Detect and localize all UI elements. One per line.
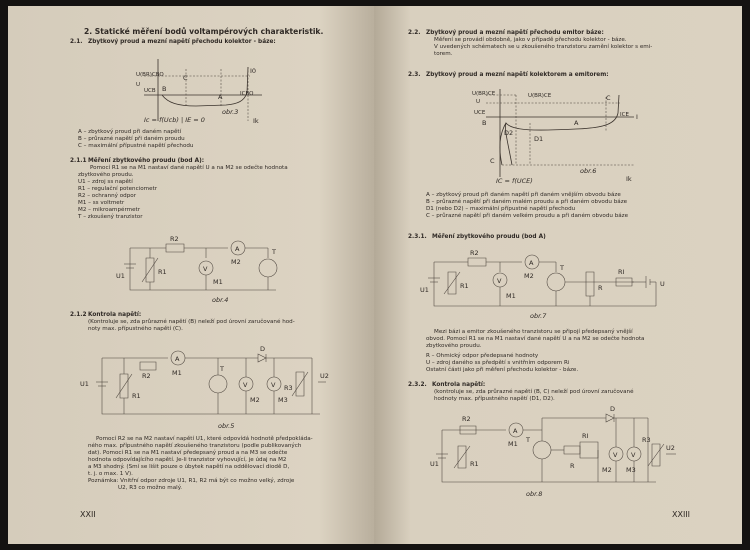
fig8-d: D: [610, 405, 616, 413]
page-number-left: XXII: [80, 510, 96, 519]
fig4-u1: U1: [116, 272, 125, 280]
graph6-d2: D2: [504, 129, 514, 137]
subsection-heading: Měření zbytkového proudu (bod A):: [88, 158, 205, 164]
fig7-v: V: [497, 277, 502, 285]
s232-line1: (kontroluje se, zda průrazné napětí (B, C) neleží pod úrovní zaručované: [434, 389, 634, 395]
fig8-m2: M2: [602, 466, 612, 474]
graph6-i: I: [636, 113, 638, 121]
section-heading: Zbytkový proud a mezní napětí přechodu emitor báze:: [426, 30, 604, 36]
s2112-line1: (Kontroluje se, zda průrazné napětí (B) neleží pod úrovní zaručované hod-: [88, 319, 295, 325]
fig4-t: T: [272, 248, 276, 256]
fig8-r3: R3: [642, 436, 651, 444]
graph6-caption: obr.6: [580, 167, 597, 175]
fig8-v2: V: [613, 451, 618, 459]
fig4-caption: obr.4: [212, 296, 229, 304]
fig8-r2: R2: [462, 415, 471, 423]
left-page: [8, 6, 374, 544]
graph1-function: Ic = f(Ucb) | IE = 0: [144, 116, 205, 124]
s2111-line7: M2 – mikroampérmetr: [78, 207, 141, 213]
graph1-label-u: U: [136, 82, 141, 88]
section-heading: Zbytkový proud a mezní napětí přechodu kolektor - báze:: [88, 39, 276, 45]
note-line: Poznámka: Vnitřní odpor zdroje U1, R1, R2 má být co možno velký, zdroje: [88, 478, 295, 484]
fig8-m3: M3: [626, 466, 636, 474]
s2111-line4: R1 – regulační potenciometr: [78, 186, 158, 192]
text-line: a M3 shodný. (Smí se lišit pouze o úbytek napětí na oddělovací diodě D,: [88, 464, 290, 470]
legend1-c: C – maximální přípustné napětí přechodu: [78, 143, 194, 149]
s2111-line1: Pomocí R1 se na M1 nastaví dané napětí U a na M2 se odečte hodnota: [90, 165, 288, 171]
graph6-ubrce: U(BR)CE: [472, 91, 496, 97]
fig8-u1: U1: [430, 460, 439, 468]
legend6-b: B – průrazné napětí při daném malém proudu a při daném obvodu báze: [426, 199, 628, 205]
subsection-heading: Měření zbytkového proudu (bod A): [432, 234, 546, 240]
fig5-u1: U1: [80, 380, 89, 388]
fig5-m1: M1: [172, 369, 182, 377]
fig7-r2: R2: [470, 249, 479, 257]
fig7-r1: R1: [460, 282, 469, 290]
s22-line1: Měření se provádí obdobně, jako v případě přechodu kolektor - báze.: [434, 37, 627, 43]
s231-line3: zbytkového proudu.: [426, 343, 482, 349]
fig7-u1: U1: [420, 286, 429, 294]
fig5-m3: M3: [278, 396, 288, 404]
fig5-a: A: [175, 355, 180, 363]
subsection-number: 2.1.2: [70, 312, 87, 318]
fig8-m1: M1: [508, 440, 518, 448]
fig5-caption: obr.5: [218, 422, 235, 430]
graph6-ubrce2: U(BR)CE: [528, 93, 552, 99]
subsection-number: 2.3.2.: [408, 382, 427, 388]
s2112-line2: noty max. přípustného napětí (C).: [88, 326, 183, 332]
text-line: hodnota odpovídajícího napětí. Je-li tranzistor vyhovující, je údaj na M2: [88, 457, 287, 463]
fig7-m2: M2: [524, 272, 534, 280]
graph6-d1: D1: [534, 135, 544, 143]
fig7-u: U: [660, 280, 665, 288]
fig7-r: R: [598, 284, 603, 292]
graph1-caption: obr.3: [222, 108, 239, 116]
s2111-line2: zbytkového proudu.: [78, 172, 134, 178]
book-spread: [8, 6, 742, 544]
fig5-v3: V: [271, 381, 276, 389]
s22-line3: torem.: [434, 51, 453, 57]
text-line: dat). Pomocí R1 se na M1 nastaví předepsaný proud a na M3 se odečte: [88, 450, 288, 456]
fig5-r1: R1: [132, 392, 141, 400]
fig4-m1: M1: [213, 278, 223, 286]
fig8-a: A: [513, 427, 518, 435]
graph6-a: A: [574, 119, 579, 127]
subsection-number: 2.3.1.: [408, 234, 427, 240]
s2111-line6: M1 – ss voltmetr: [78, 200, 125, 206]
fig5-v2: V: [243, 381, 248, 389]
graph6-c: C: [606, 94, 611, 102]
text-line: ného max. přípustného napětí zkoušeného tranzistoru (podle publikovaných: [88, 443, 302, 449]
fig5-t: T: [220, 365, 224, 373]
legend1-a: A – zbytkový proud při daném napětí: [78, 129, 182, 135]
fig7-caption: obr.7: [530, 312, 547, 320]
fig8-r: R: [570, 462, 575, 470]
fig5-d: D: [260, 345, 266, 353]
graph6-b: B: [482, 119, 487, 127]
fig4-m2: M2: [231, 258, 241, 266]
graph1-label-i0: I0: [250, 67, 257, 75]
fig8-ri: RI: [582, 432, 589, 440]
fig7-t: T: [560, 264, 564, 272]
fig8-t: T: [526, 436, 530, 444]
fig4-r1: R1: [158, 268, 167, 276]
fig8-r1: R1: [470, 460, 479, 468]
section-heading: Zbytkový proud a mezní napětí kolektorem a emitorem:: [426, 72, 609, 78]
graph6-u: U: [476, 99, 481, 105]
fig4-r2: R2: [170, 235, 179, 243]
fig5-m2: M2: [250, 396, 260, 404]
graph-obr3: [126, 51, 266, 127]
circuit-obr5: [80, 338, 330, 434]
circuit-obr4: [116, 228, 286, 308]
s231-line5: U – zdroj daného ss předpětí s vnitřním odporem Ri: [426, 360, 570, 366]
circuit-obr7: [420, 246, 680, 328]
graph1-label-c: C: [183, 74, 188, 82]
fig5-u2: U2: [320, 372, 329, 380]
fig7-a: A: [529, 259, 534, 267]
legend6-c: C – průrazné napětí při daném velkém proudu a při daném obvodu báze: [426, 213, 629, 219]
page-number-right: XXIII: [672, 510, 691, 519]
legend1-b: B – průrazné napětí při daném proudu: [78, 136, 185, 142]
note-line: U2, R3 co možno malý.: [118, 485, 182, 491]
section-number: 2.3.: [408, 72, 421, 78]
circuit-obr8: [430, 406, 680, 506]
graph6-c2: C: [490, 157, 495, 165]
graph6-ik: Ik: [626, 175, 632, 183]
right-page: [374, 6, 742, 544]
section-number: 2.1.: [70, 39, 83, 45]
s232-line2: hodnoty max. přípustného napětí (D1, D2).: [434, 396, 555, 402]
graph1-label-b: B: [162, 85, 167, 93]
graph6-ice: ICE: [620, 112, 629, 118]
fig7-ri: RI: [618, 268, 625, 276]
fig5-r3: R3: [284, 384, 293, 392]
graph-obr6: [456, 83, 646, 183]
graph1-label-ubr: U(BR)CBO: [136, 72, 164, 78]
graph1-label-ucb: UCB: [144, 88, 156, 94]
graph1-label-a: A: [218, 93, 223, 101]
s2111-line8: T – zkoušený tranzistor: [78, 214, 143, 220]
text-line: t. j. o max. 1 V).: [88, 471, 133, 477]
fig8-u2: U2: [666, 444, 675, 452]
graph1-label-icbo: ICBO: [240, 91, 254, 97]
fig7-m1: M1: [506, 292, 516, 300]
graph1-label-ik: Ik: [253, 117, 259, 125]
s2111-line5: R2 – ochranný odpor: [78, 193, 136, 199]
s231-line6: Ostatní části jako při měření přechodu kolektor - báze.: [426, 367, 579, 373]
legend6-d: D1 (nebo D2) – maximální přípustné napětí přechodu: [426, 206, 576, 212]
section-title: 2. Statické měření bodů voltampérových charakteristik.: [84, 27, 324, 36]
graph6-uce: UCE: [474, 110, 486, 116]
graph6-function: IC = f(UCE): [496, 177, 533, 185]
text-line: Pomocí R2 se na M2 nastaví napětí U1, které odpovídá hodnotě předpokláda-: [96, 436, 313, 442]
section-number: 2.2.: [408, 30, 421, 36]
subsection-heading: Kontrola napětí:: [88, 312, 142, 318]
fig8-caption: obr.8: [526, 490, 543, 498]
legend6-a: A – zbytkový proud při daném napětí při daném vnějším obvodu báze: [426, 192, 621, 198]
fig8-v3: V: [631, 451, 636, 459]
fig4-a: A: [235, 245, 240, 253]
s2111-line3: U1 – zdroj ss napětí: [78, 179, 133, 185]
s231-line1: Mezi bázi a emitor zkoušeného tranzistoru se připojí předepsaný vnější: [434, 329, 633, 335]
s22-line2: V uvedených schématech se u zkoušeného tranzistoru zamění kolektor s emi-: [434, 44, 653, 50]
fig4-v: V: [203, 265, 208, 273]
subsection-heading: Kontrola napětí:: [432, 382, 486, 388]
fig5-r2: R2: [142, 372, 151, 380]
s231-line2: obvod. Pomocí R1 se na M1 nastaví dané napětí U a na M2 se odečte hodnota: [426, 336, 645, 342]
s231-line4: R – Ohmický odpor předepsané hodnoty: [426, 353, 539, 359]
subsection-number: 2.1.1: [70, 158, 87, 164]
